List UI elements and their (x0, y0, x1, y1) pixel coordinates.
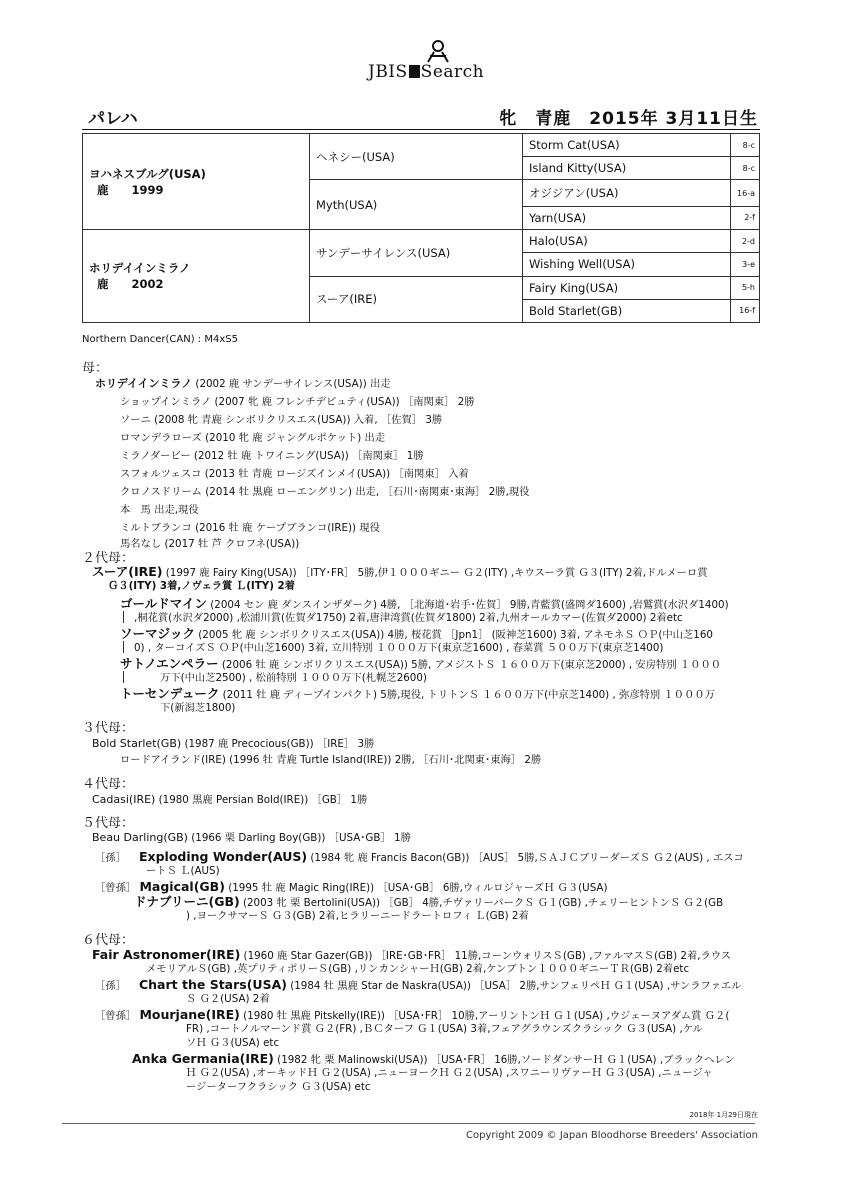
family-number: 2-f (731, 206, 760, 229)
g3-name: Wishing Well(USA) (523, 253, 731, 276)
jbis-logo (368, 40, 498, 85)
section-2nd-dam: ２代母： (82, 551, 135, 566)
list-item: クロノスドリーム (2014 牡 黒鹿 ローエングリン) 出走, ［石川･南関東･東海］ 2勝,現役 (120, 486, 530, 498)
list-item: Beau Darling(GB) (1966 栗 Darling Boy(GB)) ［USA･GB］ 1勝 (92, 831, 411, 844)
list-item: ホリデイインミラノ (2002 鹿 サンデーサイレンス(USA)) 出走 (95, 377, 391, 390)
list-item: ) ,ヨークサマーＳ Ｇ３(GB) 2着,ヒラリーニードラートロフィ Ｌ(GB) 2着 (186, 910, 529, 922)
sire-color: 鹿 (97, 182, 109, 197)
list-item: ソーマジック (2005 牝 鹿 シンボリクリスエス(USA)) 4勝, 桜花賞 ［Jpn1］ (阪神芝1600) 3着, アネモネＳ ＯＰ(中山芝160 (120, 626, 713, 641)
list-item: メモリアルＳ(GB) ,英プリティポリーＳ(GB) ,リンカンシャーＨ(GB) 2着,ケンブトン１０００ギニーＴＲ(GB) 2着etc (146, 963, 690, 975)
inbreeding-note: Northern Dancer(CAN) : M4xS5 (82, 334, 238, 345)
family-number: 16-f (731, 299, 760, 322)
tree-connector (123, 671, 124, 683)
g3-name: Bold Starlet(GB) (523, 299, 731, 322)
header-divider (82, 129, 760, 130)
logo-left: JBIS (368, 62, 408, 82)
list-item: ドナブリーニ(GB) (2003 牝 栗 Bertolini(USA)) ［GB］ 4勝,チヴァリーパークＳ Ｇ１(GB) ,チェリーヒントンＳ Ｇ２(GB (134, 894, 724, 909)
family-number: 5-h (731, 276, 760, 299)
sire-dam: Myth(USA) (310, 180, 523, 230)
list-item: ミルトブランコ (2016 牡 鹿 ケープブランコ(IRE)) 現役 (120, 522, 380, 534)
list-item: ージーターフクラシック Ｇ３(USA) etc (186, 1081, 371, 1093)
dam-dam: スーア(IRE) (310, 276, 523, 323)
family-number: 3-e (731, 253, 760, 276)
list-item-last: 馬名なし (2017 牡 芦 クロフネ(USA)) (120, 538, 300, 550)
list-item: スフォルツェスコ (2013 牡 青鹿 ロージズインメイ(USA)) ［南関東］ 入着 (120, 468, 469, 480)
list-item: ロマンデラローズ (2010 牝 鹿 ジャングルポケット) 出走 (120, 432, 386, 444)
section-5th-dam: ５代母： (82, 816, 135, 831)
list-item: ［孫］ Chart the Stars(USA) (1984 牡 黒鹿 Star de Naskra(USA)) ［USA］ 2勝,サンフェリペＨ Ｇ１(USA) ,サンラファエル (95, 977, 742, 992)
list-item: ロードアイランド(IRE) (1996 牡 青鹿 Turtle Island(IRE)) 2勝, ［石川･北関東･東海］ 2勝 (120, 754, 542, 766)
g3-name: Fairy King(USA) (523, 276, 731, 299)
family-number: 2-d (731, 230, 760, 253)
list-item: 下(新潟芝1800) (160, 702, 236, 714)
list-item: ートＳ Ｌ(AUS) (146, 865, 220, 877)
sire-year: 1999 (131, 182, 164, 197)
copyright: Copyright 2009 © Japan Bloodhorse Breeders' Association (466, 1130, 758, 1141)
list-item: 万下(中山芝2500) , 松前特別 １０００万下(札幌芝2600) (160, 672, 427, 684)
list-item: Fair Astronomer(IRE) (1960 鹿 Star Gazer(GB)) ［IRE･GB･FR］ 11勝,コーンウォリスＳ(GB) ,ファルマスＳ(GB) 2着,ラウス (92, 947, 732, 962)
horse-info: 牝 青鹿 2015年 3月11日生 (499, 109, 758, 129)
list-item: FR) ,コートノルマーンド賞 Ｇ２(FR) ,ＢＣターフ Ｇ１(USA) 3着,フェアグラウンズクラシック Ｇ３(USA) ,ケル (186, 1023, 703, 1035)
list-item: Ｓ Ｇ２(USA) 2着 (186, 993, 270, 1005)
list-item: スーア(IRE) (1997 鹿 Fairy King(USA)) ［ITY･FR］ 5勝,伊１０００ギニー Ｇ２(ITY) ,キウスーラ賞 Ｇ３(ITY) 2着,ドルメーロ賞 (92, 564, 708, 579)
sire-name: ヨハネスブルグ(USA) (89, 166, 206, 181)
list-item: ［孫］ Exploding Wonder(AUS) (1984 牝 鹿 Francis Bacon(GB)) ［AUS］ 5勝,ＳＡＪＣブリーダーズＳ Ｇ２(AUS) , エスコ (95, 849, 744, 864)
family-number: 8-c (731, 134, 760, 157)
section-dam: 母： (82, 361, 109, 376)
list-item: Anka Germania(IRE) (1982 牝 栗 Malinowski(USA)) ［USA･FR］ 16勝,ソードダンサーＨ Ｇ１(USA) ,ブラックヘレン (132, 1051, 735, 1066)
list-item: ショップインミラノ (2007 牝 鹿 フレンチデピュティ(USA)) ［南関東］ 2勝 (120, 396, 475, 408)
list-item: ,桐花賞(水沢ダ2000) ,松浦川賞(佐賀ダ1750) 2着,唐津湾賞(佐賀ダ1800) 2着,九州オールカマー(佐賀ダ2000) 2着etc (134, 612, 683, 624)
g3-name: Yarn(USA) (523, 206, 731, 229)
dam-sire: サンデーサイレンス(USA) (310, 230, 523, 276)
dam-cell (83, 230, 310, 323)
list-item: ソーニ (2008 牝 青鹿 シンボリクリスエス(USA)) 入着, ［佐賀］ 3勝 (120, 414, 443, 426)
list-item: Ｇ３(ITY) 3着,ノヴェラ賞 Ｌ(ITY) 2着 (108, 580, 295, 592)
section-3rd-dam: ３代母： (82, 721, 135, 736)
list-item: サトノエンペラー (2006 牡 鹿 シンボリクリスエス(USA)) 5勝, アメジストＳ １６００万下(東京芝2000) , 安房特別 １０００ (120, 656, 722, 671)
g3-name: オジジアン(USA) (523, 180, 731, 206)
list-item: Bold Starlet(GB) (1987 鹿 Precocious(GB)) ［IRE］ 3勝 (92, 737, 375, 750)
g3-name: Island Kitty(USA) (523, 157, 731, 180)
pedigree-table (82, 133, 760, 323)
list-item: 0) , ターコイズＳ ＯＰ(中山芝1600) 3着, 立川特別 １０００万下(東京芝1600) , 春菜賞 ５００万下(東京芝1400) (134, 642, 664, 654)
sire-cell (83, 134, 310, 230)
list-item: ［曾孫］ Mourjane(IRE) (1980 牡 黒鹿 Pitskelly(IRE)) ［USA･FR］ 10勝,アーリントンＨ Ｇ１(USA) ,ウジェーヌアダム賞 Ｇ２( (95, 1007, 730, 1022)
section-6th-dam: ６代母： (82, 933, 135, 948)
dam-year: 2002 (131, 277, 164, 292)
list-item: ミラノダービー (2012 牡 鹿 トワイニング(USA)) ［南関東］ 1勝 (120, 450, 424, 462)
family-number: 8-c (731, 157, 760, 180)
as-of-date: 2018年 1月29日現在 (689, 1111, 758, 1119)
list-item: 本 馬 出走,現役 (120, 504, 199, 516)
list-item: ゴールドマイン (2004 セン 鹿 ダンスインザダーク) 4勝, ［北海道･岩手･佐賀］ 9勝,青藍賞(盛岡ダ1600) ,岩鷲賞(水沢ダ1400) (120, 596, 729, 611)
list-item: ソＨ Ｇ３(USA) etc (186, 1037, 280, 1049)
g3-name: Halo(USA) (523, 230, 731, 253)
tree-connector (123, 611, 124, 623)
g3-name: Storm Cat(USA) (523, 134, 731, 157)
sire-sire: ヘネシー(USA) (310, 134, 523, 180)
logo-right: Search (420, 62, 485, 82)
list-item: ［曾孫］ Magical(GB) (1995 牡 鹿 Magic Ring(IRE)) ［USA･GB］ 6勝,ウィルロジャーズＨ Ｇ３(USA) (95, 879, 608, 894)
section-4th-dam: ４代母： (82, 777, 135, 792)
horse-name: パレハ (88, 109, 138, 129)
horse-rider-icon (408, 40, 458, 64)
footer-divider (62, 1123, 755, 1124)
dam-color: 鹿 (97, 277, 109, 292)
dam-name: ホリデイインミラノ (89, 261, 191, 276)
list-item: Ｈ Ｇ２(USA) ,オーキッドＨ Ｇ２(USA) ,ニューヨークＨ Ｇ２(USA) ,スワニーリヴァーＨ Ｇ３(USA) ,ニュージャ (186, 1067, 713, 1079)
list-item: トーセンデューク (2011 牡 鹿 ディープインパクト) 5勝,現役, トリトンＳ １６００万下(中京芝1400) , 弥彦特別 １０００万 (120, 686, 715, 701)
family-number: 16-a (731, 180, 760, 206)
tree-connector (123, 641, 124, 653)
list-item: Cadasi(IRE) (1980 黒鹿 Persian Bold(IRE)) ［GB］ 1勝 (92, 793, 368, 806)
